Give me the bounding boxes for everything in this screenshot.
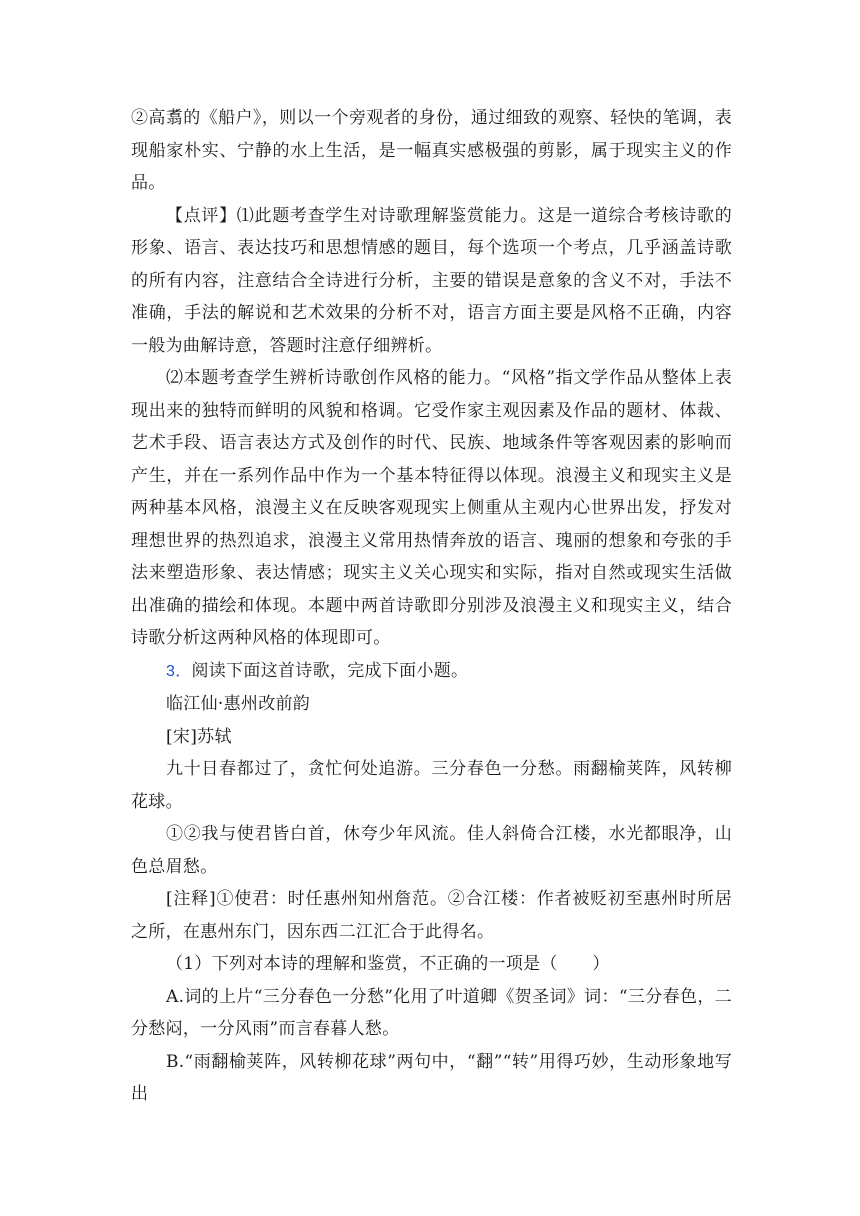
poem-title: 临江仙·惠州改前韵 <box>166 694 311 714</box>
sub-question-1: （1）下列对本诗的理解和鉴赏，不正确的一项是（ ） <box>166 954 610 974</box>
option-a[interactable]: A.词的上片“三分春色一分愁”化用了叶道卿《贺圣词》词：“三分春色，二分愁闷，一分风雨”而言春暮人愁。 <box>131 986 732 1039</box>
poem-stanza-1: 九十日春都过了，贪忙何处追游。三分春色一分愁。雨翻榆荚阵，风转柳花球。 <box>131 759 732 812</box>
question-prompt: 阅读下面这首诗歌，完成下面小题。 <box>191 660 469 681</box>
comment-paragraph-2: ⑵本题考查学生辨析诗歌创作风格的能力。“风格”指文学作品从整体上表现出来的独特而鲜明的风貌和格调。它受作家主观因素及作品的题材、体裁、艺术手段、语言表达方式及创作的时代、民族、地域条件等客观因素的影响而产生，并在一系列作品中作为一个基本特征得以体现。浪漫主义和现实主义是两种基本风格，浪漫主义在反映客观现实上侧重从主观内心世界出发，抒发对理想世界的热烈追求，浪漫主义常用热情奔放的语言、瑰丽的想象和夸张的手法来塑造形象、表达情感；现实主义关心现实和实际，指对自然或现实生活做出准确的描绘和体现。本题中两首诗歌即分别涉及浪漫主义和现实主义，结合诗歌分析这两种风格的体现即可。 <box>131 368 732 648</box>
question-heading <box>131 655 732 689</box>
comment-paragraph-1: 【点评】⑴此题考查学生对诗歌理解鉴赏能力。这是一道综合考核诗歌的形象、语言、表达技巧和思想情感的题目，每个选项一个考点，几乎涵盖诗歌的所有内容，注意结合全诗进行分析，主要的错误是意象的含义不对，手法不准确，手法的解说和艺术效果的分析不对，语言方面主要是风格不正确，内容一般为曲解诗意，答题时注意仔细辨析。 <box>131 205 732 356</box>
analysis-paragraph-2: ②高翥的《船户》，则以一个旁观者的身份，通过细致的观察、轻快的笔调，表现船家朴实、宁静的水上生活，是一幅真实感极强的剪影，属于现实主义的作品。 <box>131 108 732 193</box>
question-number: 3． <box>166 662 192 680</box>
poem-stanza-2: ①②我与使君皆白首，休夸少年风流。佳人斜倚合江楼，水光都眼净，山色总眉愁。 <box>131 824 732 877</box>
poem-note: [注释]①使君：时任惠州知州詹范。②合江楼：作者被贬初至惠州时所居之所，在惠州东门，因东西二江汇合于此得名。 <box>131 889 732 942</box>
option-b[interactable]: B.“雨翻榆荚阵，风转柳花球”两句中，“翻”“转”用得巧妙，生动形象地写出 <box>131 1051 732 1104</box>
poem-author: [宋]苏轼 <box>166 726 232 747</box>
